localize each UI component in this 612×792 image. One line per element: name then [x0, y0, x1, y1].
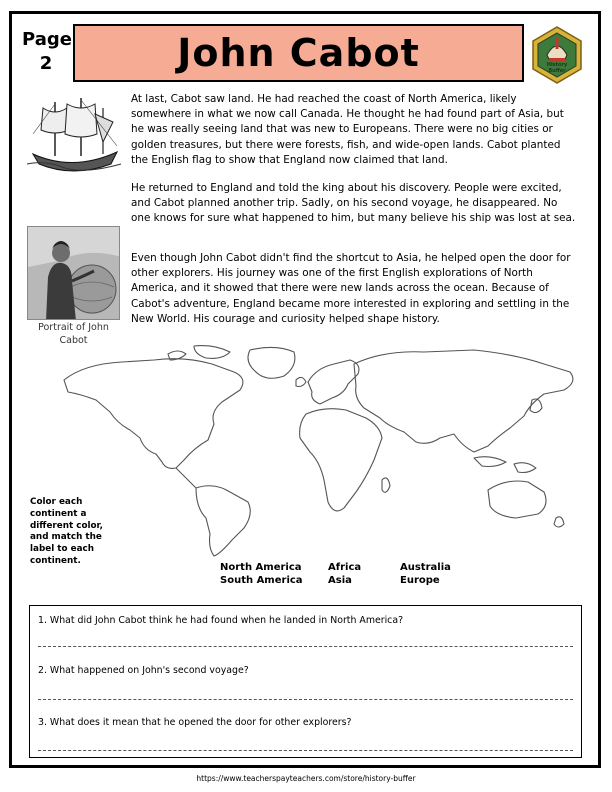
- label-europe: Europe: [400, 574, 440, 586]
- answer-line-1[interactable]: [38, 646, 573, 647]
- paragraph-3: Even though John Cabot didn't find the shortcut to Asia, he helped open the door for other explorers. His journey was one of the first English explorations of North America, and it showed that there were new lands across the ocean. Because of Cabot's adventure, England became more interested in exploring and settling in the New World. His courage and curiosity helped shape history.: [131, 252, 571, 325]
- questions-box: [29, 605, 582, 758]
- page-title: John Cabot: [177, 31, 420, 75]
- label-australia: Australia: [400, 562, 451, 573]
- label-column-1: [220, 562, 303, 587]
- label-column-3: [400, 562, 451, 587]
- label-asia: Asia: [328, 574, 352, 586]
- paragraph-2: He returned to England and told the king about his discovery. People were excited, and Cabot planned another trip. Sadly, on his second voyage, he disappeared. No one knows for sure what happened to him, but many believe his ship was lost at sea.: [131, 182, 576, 225]
- map-instructions: Color each continent a different color, and match the label to each continent.: [30, 497, 103, 566]
- label-south-america: South America: [220, 574, 303, 586]
- page-number: Page 2: [22, 29, 72, 74]
- ship-illustration: [25, 94, 123, 180]
- label-africa: Africa: [328, 562, 362, 573]
- portrait-caption: Portrait of John Cabot: [38, 322, 109, 346]
- logo-text: History Buffer: [546, 62, 568, 74]
- answer-line-2[interactable]: [38, 699, 573, 700]
- question-3: 3. What does it mean that he opened the door for other explorers?: [38, 717, 352, 728]
- answer-line-3[interactable]: [38, 750, 573, 751]
- footer-url[interactable]: https://www.teacherspayteachers.com/store/history-buffer: [196, 774, 416, 783]
- portrait-image: [27, 226, 120, 320]
- label-column-2: [328, 562, 361, 587]
- portrait-illustration: [28, 227, 120, 320]
- world-map-outline: [44, 342, 586, 557]
- history-buffer-logo: [527, 25, 587, 85]
- label-north-america: North America: [220, 562, 302, 573]
- question-1: 1. What did John Cabot think he had found when he landed in North America?: [38, 615, 404, 626]
- title-banner: [73, 24, 524, 82]
- paragraph-1: At last, Cabot saw land. He had reached the coast of North America, likely somewhere in what we now call Canada. He thought he had found part of Asia, but he was really seeing land that was new to Europeans. There were no big cities or golden treasures, but there were forests, fish, and wide-open lands. Cabot planted the English flag to show that England now claimed that land.: [131, 93, 564, 166]
- question-2: 2. What happened on John's second voyage?: [38, 665, 249, 676]
